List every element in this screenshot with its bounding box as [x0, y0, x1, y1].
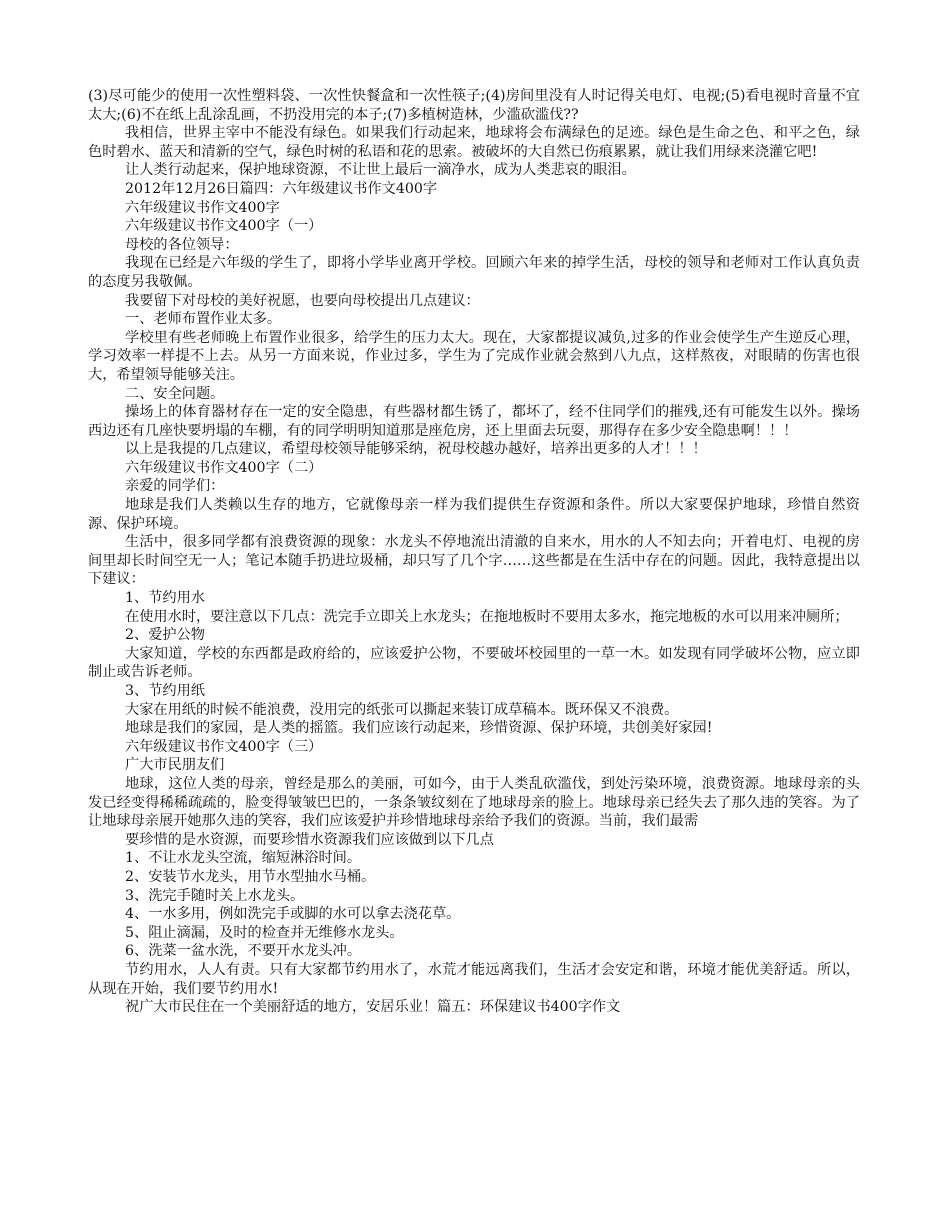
paragraph: 6、洗菜一盆水洗，不要开水龙头冲。 — [125, 943, 362, 960]
document-body — [88, 87, 860, 1017]
paragraph: 六年级建议书作文400字（一） — [125, 218, 323, 235]
paragraph: 我现在已经是六年级的学生了，即将小学毕业离开学校。回顾六年来的掉学生活，母校的领导和老师对工作认真负责的态度另我敬佩。 — [88, 255, 860, 290]
paragraph: 大家在用纸的时候不能浪费，没用完的纸张可以撕起来装订成草稿本。既环保又不浪费。 — [125, 701, 679, 718]
paragraph: 地球是我们人类赖以生存的地方，它就像母亲一样为我们提供生存资源和条件。所以大家要保护地球，珍惜自然资源、保护环境。 — [88, 497, 860, 532]
paragraph: 2012年12月26日篇四：六年级建议书作文400字 — [125, 180, 438, 197]
paragraph: 操场上的体育器材存在一定的安全隐患，有些器材都生锈了，都坏了，经不住同学们的摧残,还有可能发生以外。操场西边还有几座快要坍塌的车棚，有的同学明明知道那是座危房，还上里面去玩耍，那得存在多少安全隐患啊！！！ — [88, 404, 860, 439]
paragraph: 1、节约用水 — [125, 590, 205, 607]
paragraph: 母校的各位领导： — [125, 236, 239, 253]
paragraph: 学校里有些老师晚上布置作业很多，给学生的压力太大。现在，大家都提议减负,过多的作业会使学生产生逆反心理，学习效率一样提不上去。从另一方面来说，作业过多，学生为了完成作业就会熬到八九点，这样熬夜，对眼睛的伤害也很大，希望领导能够关注。 — [88, 329, 860, 383]
paragraph: 1、不让水龙头空流，缩短淋浴时间。 — [125, 850, 362, 867]
paragraph: 地球，这位人类的母亲，曾经是那么的美丽，可如今，由于人类乱砍滥伐，到处污染环境，浪费资源。地球母亲的头发已经变得稀稀疏疏的，脸变得皱皱巴巴的，一条条皱纹刻在了地球母亲的脸上。地球母亲已经失去了那久违的笑容。为了让地球母亲展开她那久违的笑容，我们应该爱护并珍惜地球母亲给予我们的资源。当前，我们最需 — [88, 775, 860, 830]
paragraph: 亲爱的同学们： — [125, 478, 225, 495]
paragraph: 2、爱护公物 — [125, 627, 205, 644]
paragraph: 六年级建议书作文400字 — [125, 199, 280, 216]
paragraph: 六年级建议书作文400字（三） — [125, 738, 323, 755]
paragraph: 让人类行动起来，保护地球资源，不让世上最后一滴净水，成为人类悲哀的眼泪。 — [125, 162, 636, 179]
paragraph: 在使用水时，要注意以下几点：洗完手立即关上水龙头；在拖地板时不要用太多水，拖完地板的水可以用来冲厕所； — [125, 608, 849, 625]
paragraph: 2、安装节水龙头，用节水型抽水马桶。 — [125, 868, 376, 885]
paragraph: 一、老师布置作业太多。 — [125, 311, 282, 328]
paragraph: 祝广大市民住在一个美丽舒适的地方，安居乐业！篇五：环保建议书400字作文 — [125, 999, 621, 1016]
paragraph: 我相信，世界主宰中不能没有绿色。如果我们行动起来，地球将会布满绿色的足迹。绿色是生命之色、和平之色，绿色时碧水、蓝天和清新的空气，绿色时树的私语和花的思索。被破坏的大自然已伤痕累累，就让我们用绿来浇灌它吧! — [88, 125, 860, 160]
paragraph: 大家知道，学校的东西都是政府给的，应该爱护公物，不要破坏校园里的一草一木。如发现有同学破坏公物，应立即制止或告诉老师。 — [88, 645, 860, 681]
paragraph: 节约用水，人人有责。只有大家都节约用水了，水荒才能远离我们，生活才会安定和谐，环境才能优美舒适。所以，从现在开始，我们要节约用水! — [88, 961, 860, 997]
paragraph: 我要留下对母校的美好祝愿，也要向母校提出几点建议： — [125, 292, 480, 309]
paragraph: 二、安全问题。 — [125, 385, 225, 402]
paragraph: 3、洗完手随时关上水龙头。 — [125, 887, 305, 904]
paragraph: 广大市民朋友们 — [125, 757, 225, 774]
paragraph: 4、一水多用，例如洗完手或脚的水可以拿去浇花草。 — [125, 906, 461, 923]
paragraph: 3、节约用纸 — [125, 683, 205, 699]
paragraph: 六年级建议书作文400字（二） — [125, 459, 323, 476]
paragraph: 要珍惜的是水资源，而要珍惜水资源我们应该做到以下几点 — [125, 831, 494, 848]
paragraph: 以上是我提的几点建议，希望母校领导能够采纳，祝母校越办越好，培养出更多的人才！！！ — [125, 441, 707, 458]
paragraph: (3)尽可能少的使用一次性塑料袋、一次性快餐盒和一次性筷子;(4)房间里没有人时记得关电灯、电视;(5)看电视时音量不宜太大;(6)不在纸上乱涂乱画，不扔没用完的本子;(7)多植树造林，少滥砍滥伐?? — [88, 88, 860, 123]
paragraph: 生活中，很多同学都有浪费资源的现象：水龙头不停地流出清澈的自来水，用水的人不知去向；开着电灯、电视的房间里却长时间空无一人；笔记本随手扔进垃圾桶，却只写了几个字……这些都是在生活中存在的问题。因此，我特意提出以下建议： — [88, 534, 860, 588]
paragraph: 5、阻止滴漏，及时的检查并无维修水龙头。 — [125, 924, 404, 941]
paragraph: 地球是我们的家园，是人类的摇篮。我们应该行动起来，珍惜资源、保护环境，共创美好家园! — [125, 720, 713, 737]
